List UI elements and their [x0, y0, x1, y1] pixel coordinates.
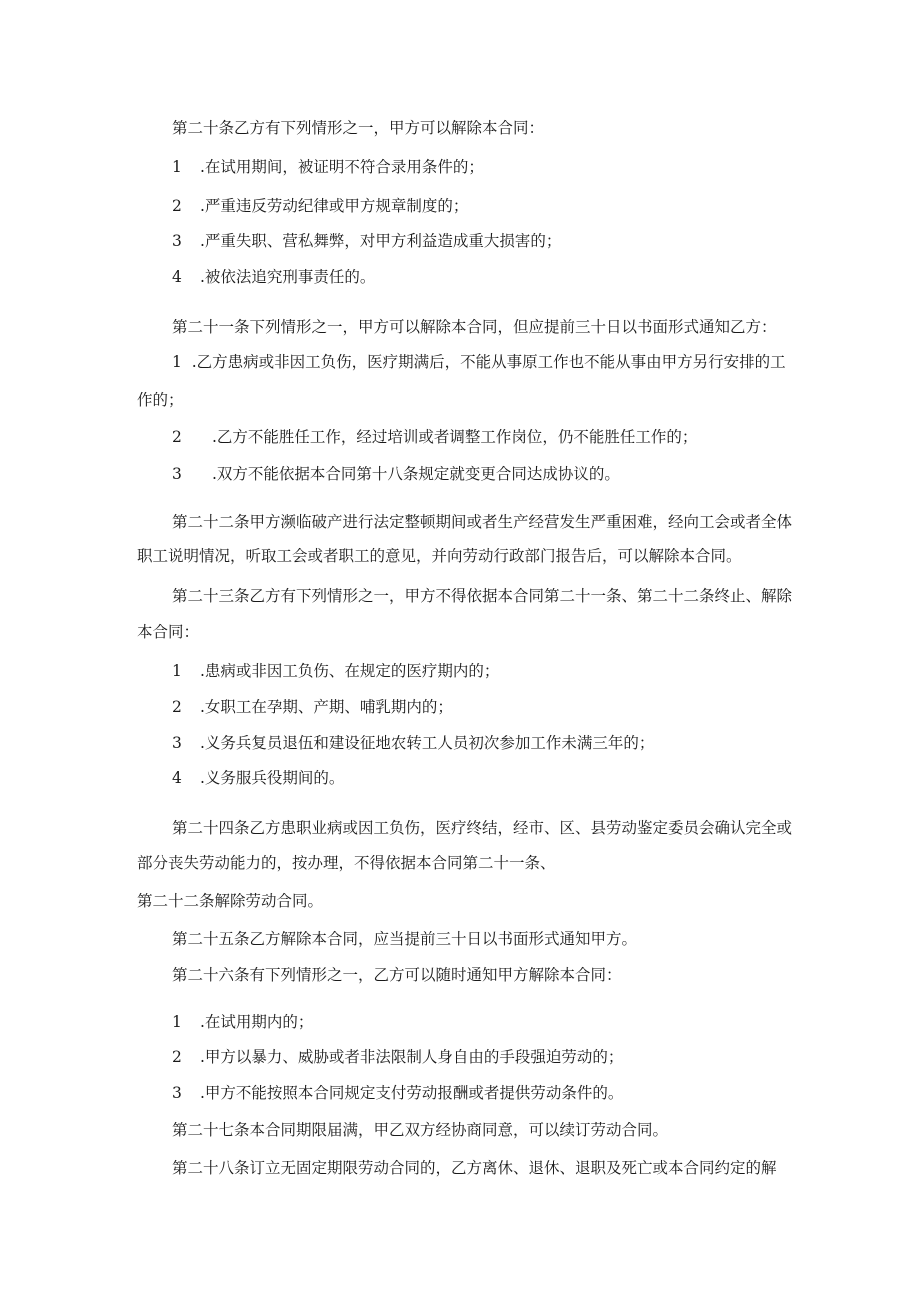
item-text: .女职工在孕期、产期、哺乳期内的； [200, 698, 453, 716]
item-text: .甲方以暴力、威胁或者非法限制人身自由的手段强迫劳动的； [200, 1048, 624, 1066]
article-28-line-1: 第二十八条订立无固定期限劳动合同的，乙方离休、退休、退职及死亡或本合同约定的解 [172, 1159, 777, 1177]
item-number: 2 [172, 428, 182, 446]
article-23-item-4 [172, 768, 344, 788]
article-20-item-1 [172, 157, 484, 177]
item-number: 2 [172, 1048, 182, 1066]
article-21-item-3 [172, 464, 620, 484]
item-number: 1 [172, 158, 182, 176]
item-text: .严重违反劳动纪律或甲方规章制度的； [200, 197, 469, 215]
item-text: .被依法追究刑事责任的。 [200, 268, 376, 286]
article-21-heading: 第二十一条下列情形之一，甲方可以解除本合同，但应提前三十日以书面形式通知乙方： [172, 318, 777, 336]
item-number: 4 [172, 268, 182, 286]
article-23-item-1 [172, 661, 499, 681]
item-number: 3 [172, 232, 182, 250]
article-26-item-3 [172, 1083, 623, 1103]
item-text: .双方不能依据本合同第十八条规定就变更合同达成协议的。 [212, 465, 620, 483]
item-text: .严重失职、营私舞弊，对甲方利益造成重大损害的； [200, 232, 562, 250]
article-22-line-1: 第二十二条甲方濒临破产进行法定整顿期间或者生产经营发生严重困难，经向工会或者全体 [172, 513, 793, 531]
item-number: 1 [172, 1013, 182, 1031]
article-26-item-2 [172, 1047, 623, 1067]
item-text: .患病或非因工负伤、在规定的医疗期内的； [200, 662, 500, 680]
article-20-heading: 第二十条乙方有下列情形之一，甲方可以解除本合同： [172, 119, 545, 137]
article-23-item-2 [172, 697, 453, 717]
item-number: 3 [172, 734, 182, 752]
article-27-heading: 第二十七条本合同期限届满，甲乙双方经协商同意，可以续订劳动合同。 [172, 1121, 669, 1139]
item-text: .甲方不能按照本合同规定支付劳动报酬或者提供劳动条件的。 [200, 1084, 624, 1102]
article-20-item-2 [172, 196, 468, 216]
item-number: 3 [172, 1084, 182, 1102]
article-20-item-3 [172, 231, 561, 251]
item-number: 3 [172, 465, 182, 483]
item-number: 2 [172, 197, 182, 215]
item-text: .在试用期内的； [200, 1013, 314, 1031]
article-21-item-1-line-2: 作的； [137, 391, 184, 409]
article-24-line-1: 第二十四条乙方患职业病或因工负伤，医疗终结，经市、区、县劳动鉴定委员会确认完全或 [172, 819, 793, 837]
item-number: 1 [172, 662, 182, 680]
article-22-line-2: 职工说明情况，听取工会或者职工的意见，并向劳动行政部门报告后，可以解除本合同。 [137, 547, 742, 565]
article-23-line-1: 第二十三条乙方有下列情形之一，甲方不得依据本合同第二十一条、第二十二条终止、解除 [172, 587, 793, 605]
article-24-line-3: 第二十二条解除劳动合同。 [137, 892, 324, 910]
item-number: 4 [172, 769, 182, 787]
item-text: .在试用期间，被证明不符合录用条件的； [200, 158, 484, 176]
article-21-item-2 [172, 427, 697, 447]
article-25-heading: 第二十五条乙方解除本合同，应当提前三十日以书面形式通知甲方。 [172, 930, 638, 948]
item-number: 2 [172, 698, 182, 716]
article-26-heading: 第二十六条有下列情形之一，乙方可以随时通知甲方解除本合同： [172, 966, 622, 984]
article-26-item-1 [172, 1012, 313, 1032]
article-24-line-2: 部分丧失劳动能力的，按办理，不得依据本合同第二十一条、 [137, 854, 556, 872]
item-text: .义务兵复员退伍和建设征地农转工人员初次参加工作未满三年的； [200, 734, 655, 752]
article-20-item-4 [172, 267, 375, 287]
article-23-line-2: 本合同： [137, 623, 200, 641]
item-text: .义务服兵役期间的。 [200, 769, 345, 787]
article-23-item-3 [172, 733, 654, 753]
item-text: .乙方不能胜任工作，经过培训或者调整工作岗位，仍不能胜任工作的； [212, 428, 698, 446]
article-21-item-1-line-1: 1 .乙方患病或非因工负伤，医疗期满后，不能从事原工作也不能从事由甲方另行安排的工 [172, 353, 786, 371]
